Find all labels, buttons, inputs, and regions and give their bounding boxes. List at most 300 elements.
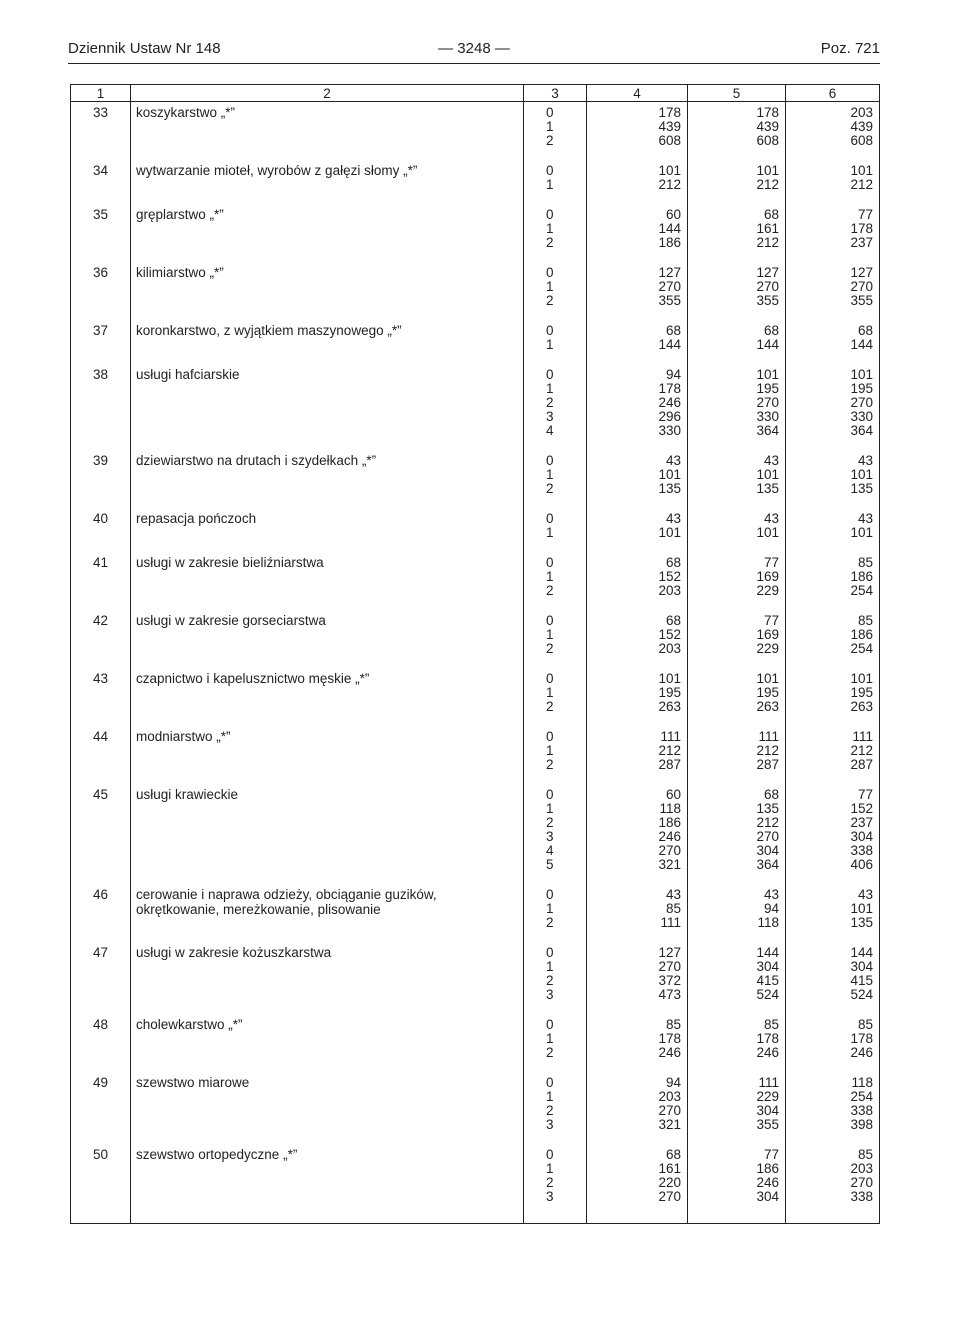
table-row xyxy=(71,364,880,450)
cell-value: 608 xyxy=(850,133,873,148)
column-4-values xyxy=(587,726,688,784)
cell-value: 5 xyxy=(546,857,554,872)
group-values xyxy=(524,552,587,610)
cell-value: 4 xyxy=(546,843,554,858)
cell-value: 212 xyxy=(756,235,779,250)
cell-value: 135 xyxy=(756,481,779,496)
column-6-values xyxy=(786,1072,880,1144)
cell-value: 161 xyxy=(658,1161,681,1176)
cell-value: 186 xyxy=(658,235,681,250)
row-number: 38 xyxy=(71,364,131,450)
cell-value: 212 xyxy=(756,177,779,192)
cell-value: 178 xyxy=(756,1031,779,1046)
cell-value: 85 xyxy=(857,1147,873,1162)
cell-value: 152 xyxy=(658,627,681,642)
cell-value: 43 xyxy=(665,887,681,902)
cell-value: 2 xyxy=(546,1103,554,1118)
service-name: usługi krawieckie xyxy=(131,784,524,884)
cell-value: 144 xyxy=(658,337,681,352)
column-5-values xyxy=(688,364,786,450)
table-row xyxy=(71,1072,880,1144)
column-4-values xyxy=(587,204,688,262)
column-5-values xyxy=(688,1072,786,1144)
cell-value: 0 xyxy=(546,1147,554,1162)
cell-value: 212 xyxy=(850,743,873,758)
cell-value: 1 xyxy=(546,467,554,482)
service-name: cholewkarstwo „*” xyxy=(131,1014,524,1072)
service-name: kilimiarstwo „*” xyxy=(131,262,524,320)
cell-value: 101 xyxy=(850,901,873,916)
column-6-values xyxy=(786,450,880,508)
cell-value: 0 xyxy=(546,1075,554,1090)
cell-value: 372 xyxy=(658,973,681,988)
cell-value: 364 xyxy=(850,423,873,438)
table-row xyxy=(71,668,880,726)
cell-value: 101 xyxy=(756,367,779,382)
cell-value: 321 xyxy=(658,857,681,872)
table-row xyxy=(71,450,880,508)
cell-value: 0 xyxy=(546,265,554,280)
service-name: koszykarstwo „*” xyxy=(131,102,524,161)
cell-value: 77 xyxy=(763,1147,779,1162)
cell-value: 77 xyxy=(763,555,779,570)
cell-value: 178 xyxy=(658,105,681,120)
cell-value: 1 xyxy=(546,177,554,192)
cell-value: 270 xyxy=(658,843,681,858)
row-number: 41 xyxy=(71,552,131,610)
cell-value: 2 xyxy=(546,583,554,598)
service-name: modniarstwo „*” xyxy=(131,726,524,784)
row-number: 47 xyxy=(71,942,131,1014)
cell-value: 0 xyxy=(546,787,554,802)
column-6-values xyxy=(786,942,880,1014)
cell-value: 296 xyxy=(658,409,681,424)
column-6-values xyxy=(786,204,880,262)
cell-value: 1 xyxy=(546,381,554,396)
row-number: 37 xyxy=(71,320,131,364)
cell-value: 263 xyxy=(756,699,779,714)
cell-value: 237 xyxy=(850,235,873,250)
cell-value: 43 xyxy=(857,511,873,526)
cell-value: 355 xyxy=(756,1117,779,1132)
cell-value: 287 xyxy=(756,757,779,772)
column-header: 2 xyxy=(131,85,524,102)
cell-value: 304 xyxy=(756,1103,779,1118)
cell-value: 2 xyxy=(546,1175,554,1190)
cell-value: 2 xyxy=(546,641,554,656)
service-name: gręplarstwo „*” xyxy=(131,204,524,262)
cell-value: 608 xyxy=(756,133,779,148)
column-4-values xyxy=(587,450,688,508)
page-header xyxy=(68,40,880,64)
column-4-values xyxy=(587,884,688,942)
row-number: 34 xyxy=(71,160,131,204)
cell-value: 111 xyxy=(758,1075,779,1090)
cell-value: 304 xyxy=(756,959,779,974)
table-row xyxy=(71,784,880,884)
cell-value: 85 xyxy=(763,1017,779,1032)
cell-value: 111 xyxy=(660,729,681,744)
service-name: cerowanie i naprawa odzieży, obciąganie guzików, okrętkowanie, mereżkowanie, plisowanie xyxy=(131,884,524,942)
cell-value: 524 xyxy=(756,987,779,1002)
cell-value: 2 xyxy=(546,815,554,830)
column-4-values xyxy=(587,1014,688,1072)
cell-value: 85 xyxy=(857,555,873,570)
cell-value: 43 xyxy=(665,511,681,526)
cell-value: 439 xyxy=(850,119,873,134)
row-number: 46 xyxy=(71,884,131,942)
cell-value: 1 xyxy=(546,1089,554,1104)
cell-value: 144 xyxy=(850,337,873,352)
cell-value: 2 xyxy=(546,395,554,410)
group-values xyxy=(524,784,587,884)
cell-value: 152 xyxy=(658,569,681,584)
cell-value: 254 xyxy=(850,641,873,656)
cell-value: 1 xyxy=(546,959,554,974)
cell-value: 1 xyxy=(546,1161,554,1176)
cell-value: 195 xyxy=(756,685,779,700)
cell-value: 161 xyxy=(756,221,779,236)
cell-value: 68 xyxy=(665,555,681,570)
cell-value: 169 xyxy=(756,569,779,584)
table-row xyxy=(71,610,880,668)
group-values xyxy=(524,610,587,668)
cell-value: 246 xyxy=(850,1045,873,1060)
cell-value: 212 xyxy=(658,743,681,758)
column-header: 5 xyxy=(688,85,786,102)
cell-value: 1 xyxy=(546,627,554,642)
cell-value: 229 xyxy=(756,1089,779,1104)
cell-value: 195 xyxy=(658,685,681,700)
service-name: czapnictwo i kapelusznictwo męskie „*” xyxy=(131,668,524,726)
column-header: 1 xyxy=(71,85,131,102)
cell-value: 203 xyxy=(658,641,681,656)
cell-value: 330 xyxy=(658,423,681,438)
cell-value: 101 xyxy=(756,163,779,178)
row-number: 49 xyxy=(71,1072,131,1144)
cell-value: 2 xyxy=(546,973,554,988)
cell-value: 178 xyxy=(658,1031,681,1046)
cell-value: 270 xyxy=(756,395,779,410)
cell-value: 101 xyxy=(756,525,779,540)
cell-value: 101 xyxy=(850,467,873,482)
table-row xyxy=(71,102,880,161)
column-4-values xyxy=(587,262,688,320)
cell-value: 2 xyxy=(546,699,554,714)
cell-value: 43 xyxy=(665,453,681,468)
cell-value: 118 xyxy=(659,801,681,816)
column-6-values xyxy=(786,1144,880,1224)
cell-value: 178 xyxy=(850,221,873,236)
service-name: usługi w zakresie gorseciarstwa xyxy=(131,610,524,668)
cell-value: 263 xyxy=(658,699,681,714)
group-values xyxy=(524,262,587,320)
cell-value: 1 xyxy=(546,685,554,700)
cell-value: 1 xyxy=(546,1031,554,1046)
column-header: 6 xyxy=(786,85,880,102)
cell-value: 1 xyxy=(546,901,554,916)
group-values xyxy=(524,1144,587,1224)
cell-value: 263 xyxy=(850,699,873,714)
cell-value: 1 xyxy=(546,743,554,758)
cell-value: 338 xyxy=(850,1103,873,1118)
cell-value: 0 xyxy=(546,323,554,338)
column-header: 3 xyxy=(524,85,587,102)
table-row xyxy=(71,1014,880,1072)
cell-value: 3 xyxy=(546,829,554,844)
row-number: 33 xyxy=(71,102,131,161)
cell-value: 178 xyxy=(850,1031,873,1046)
column-4-values xyxy=(587,1144,688,1224)
cell-value: 229 xyxy=(756,641,779,656)
group-values xyxy=(524,1072,587,1144)
cell-value: 195 xyxy=(850,381,873,396)
cell-value: 127 xyxy=(850,265,873,280)
cell-value: 101 xyxy=(850,367,873,382)
header-rule xyxy=(68,63,880,64)
cell-value: 101 xyxy=(756,467,779,482)
group-values xyxy=(524,508,587,552)
row-number: 42 xyxy=(71,610,131,668)
cell-value: 304 xyxy=(756,1189,779,1204)
cell-value: 1 xyxy=(546,119,554,134)
cell-value: 246 xyxy=(756,1045,779,1060)
cell-value: 212 xyxy=(658,177,681,192)
cell-value: 43 xyxy=(763,887,779,902)
cell-value: 0 xyxy=(546,945,554,960)
column-header: 4 xyxy=(587,85,688,102)
group-values xyxy=(524,450,587,508)
cell-value: 246 xyxy=(658,1045,681,1060)
service-name: repasacja pończoch xyxy=(131,508,524,552)
cell-value: 287 xyxy=(850,757,873,772)
cell-value: 43 xyxy=(763,511,779,526)
column-6-values xyxy=(786,884,880,942)
cell-value: 101 xyxy=(658,467,681,482)
cell-value: 135 xyxy=(756,801,779,816)
cell-value: 1 xyxy=(546,279,554,294)
cell-value: 237 xyxy=(850,815,873,830)
cell-value: 406 xyxy=(850,857,873,872)
cell-value: 254 xyxy=(850,1089,873,1104)
cell-value: 2 xyxy=(546,1045,554,1060)
cell-value: 127 xyxy=(658,265,681,280)
cell-value: 3 xyxy=(546,987,554,1002)
cell-value: 270 xyxy=(756,829,779,844)
cell-value: 270 xyxy=(658,959,681,974)
cell-value: 608 xyxy=(658,133,681,148)
cell-value: 127 xyxy=(658,945,681,960)
column-6-values xyxy=(786,102,880,161)
table-row xyxy=(71,204,880,262)
group-values xyxy=(524,884,587,942)
cell-value: 101 xyxy=(658,671,681,686)
cell-value: 85 xyxy=(665,1017,681,1032)
service-name: usługi w zakresie kożuszkarstwa xyxy=(131,942,524,1014)
group-values xyxy=(524,160,587,204)
cell-value: 85 xyxy=(857,1017,873,1032)
table-row xyxy=(71,320,880,364)
cell-value: 330 xyxy=(756,409,779,424)
cell-value: 127 xyxy=(756,265,779,280)
cell-value: 398 xyxy=(850,1117,873,1132)
cell-value: 364 xyxy=(756,423,779,438)
table-row xyxy=(71,160,880,204)
cell-value: 270 xyxy=(756,279,779,294)
cell-value: 77 xyxy=(857,207,873,222)
column-5-values xyxy=(688,784,786,884)
position-number: Poz. 721 xyxy=(820,40,880,57)
cell-value: 321 xyxy=(658,1117,681,1132)
column-5-values xyxy=(688,262,786,320)
column-4-values xyxy=(587,1072,688,1144)
cell-value: 111 xyxy=(660,915,681,930)
page-number: — 3248 — xyxy=(438,40,510,57)
cell-value: 152 xyxy=(850,801,873,816)
table-row xyxy=(71,942,880,1014)
cell-value: 68 xyxy=(763,323,779,338)
cell-value: 94 xyxy=(763,901,779,916)
cell-value: 0 xyxy=(546,163,554,178)
cell-value: 203 xyxy=(850,105,873,120)
cell-value: 1 xyxy=(546,569,554,584)
cell-value: 0 xyxy=(546,367,554,382)
cell-value: 186 xyxy=(756,1161,779,1176)
group-values xyxy=(524,102,587,161)
group-values xyxy=(524,668,587,726)
cell-value: 43 xyxy=(763,453,779,468)
table-row xyxy=(71,884,880,942)
cell-value: 1 xyxy=(546,221,554,236)
cell-value: 94 xyxy=(665,1075,681,1090)
cell-value: 2 xyxy=(546,757,554,772)
column-4-values xyxy=(587,610,688,668)
cell-value: 287 xyxy=(658,757,681,772)
cell-value: 68 xyxy=(665,323,681,338)
cell-value: 178 xyxy=(756,105,779,120)
cell-value: 338 xyxy=(850,843,873,858)
row-number: 39 xyxy=(71,450,131,508)
cell-value: 1 xyxy=(546,337,554,352)
group-values xyxy=(524,942,587,1014)
cell-value: 212 xyxy=(756,743,779,758)
cell-value: 0 xyxy=(546,453,554,468)
cell-value: 101 xyxy=(756,671,779,686)
column-6-values xyxy=(786,784,880,884)
cell-value: 415 xyxy=(756,973,779,988)
cell-value: 2 xyxy=(546,481,554,496)
table-row xyxy=(71,262,880,320)
column-5-values xyxy=(688,884,786,942)
column-6-values xyxy=(786,726,880,784)
cell-value: 118 xyxy=(757,915,779,930)
cell-value: 203 xyxy=(850,1161,873,1176)
cell-value: 212 xyxy=(756,815,779,830)
cell-value: 68 xyxy=(665,613,681,628)
cell-value: 85 xyxy=(665,901,681,916)
cell-value: 270 xyxy=(850,395,873,410)
cell-value: 111 xyxy=(852,729,873,744)
column-6-values xyxy=(786,668,880,726)
row-number: 48 xyxy=(71,1014,131,1072)
cell-value: 144 xyxy=(850,945,873,960)
column-5-values xyxy=(688,552,786,610)
column-4-values xyxy=(587,784,688,884)
cell-value: 0 xyxy=(546,729,554,744)
cell-value: 2 xyxy=(546,915,554,930)
cell-value: 101 xyxy=(658,163,681,178)
group-values xyxy=(524,320,587,364)
cell-value: 2 xyxy=(546,235,554,250)
column-6-values xyxy=(786,610,880,668)
cell-value: 473 xyxy=(658,987,681,1002)
cell-value: 246 xyxy=(658,829,681,844)
column-5-values xyxy=(688,1014,786,1072)
cell-value: 246 xyxy=(756,1175,779,1190)
column-4-values xyxy=(587,942,688,1014)
cell-value: 524 xyxy=(850,987,873,1002)
column-5-values xyxy=(688,320,786,364)
cell-value: 195 xyxy=(850,685,873,700)
table-body xyxy=(71,102,880,1224)
cell-value: 0 xyxy=(546,105,554,120)
service-name: wytwarzanie mioteł, wyrobów z gałęzi słomy „*” xyxy=(131,160,524,204)
cell-value: 0 xyxy=(546,555,554,570)
service-name: usługi hafciarskie xyxy=(131,364,524,450)
cell-value: 2 xyxy=(546,293,554,308)
cell-value: 186 xyxy=(850,569,873,584)
cell-value: 3 xyxy=(546,1117,554,1132)
column-4-values xyxy=(587,508,688,552)
cell-value: 254 xyxy=(850,583,873,598)
cell-value: 3 xyxy=(546,409,554,424)
column-5-values xyxy=(688,942,786,1014)
cell-value: 270 xyxy=(658,1189,681,1204)
tariff-table xyxy=(70,84,880,1224)
cell-value: 338 xyxy=(850,1189,873,1204)
cell-value: 270 xyxy=(658,1103,681,1118)
cell-value: 212 xyxy=(850,177,873,192)
service-name: usługi w zakresie bieliźniarstwa xyxy=(131,552,524,610)
service-name: dziewiarstwo na drutach i szydełkach „*” xyxy=(131,450,524,508)
group-values xyxy=(524,1014,587,1072)
cell-value: 355 xyxy=(756,293,779,308)
column-6-values xyxy=(786,262,880,320)
cell-value: 330 xyxy=(850,409,873,424)
cell-value: 4 xyxy=(546,423,554,438)
cell-value: 229 xyxy=(756,583,779,598)
column-4-values xyxy=(587,552,688,610)
row-number: 36 xyxy=(71,262,131,320)
column-4-values xyxy=(587,668,688,726)
cell-value: 144 xyxy=(756,945,779,960)
cell-value: 68 xyxy=(857,323,873,338)
column-4-values xyxy=(587,320,688,364)
cell-value: 101 xyxy=(850,525,873,540)
column-4-values xyxy=(587,160,688,204)
cell-value: 43 xyxy=(857,887,873,902)
cell-value: 144 xyxy=(658,221,681,236)
column-6-values xyxy=(786,508,880,552)
cell-value: 68 xyxy=(665,1147,681,1162)
cell-value: 0 xyxy=(546,511,554,526)
cell-value: 0 xyxy=(546,613,554,628)
column-4-values xyxy=(587,102,688,161)
table-row xyxy=(71,726,880,784)
cell-value: 415 xyxy=(850,973,873,988)
cell-value: 43 xyxy=(857,453,873,468)
column-6-values xyxy=(786,160,880,204)
